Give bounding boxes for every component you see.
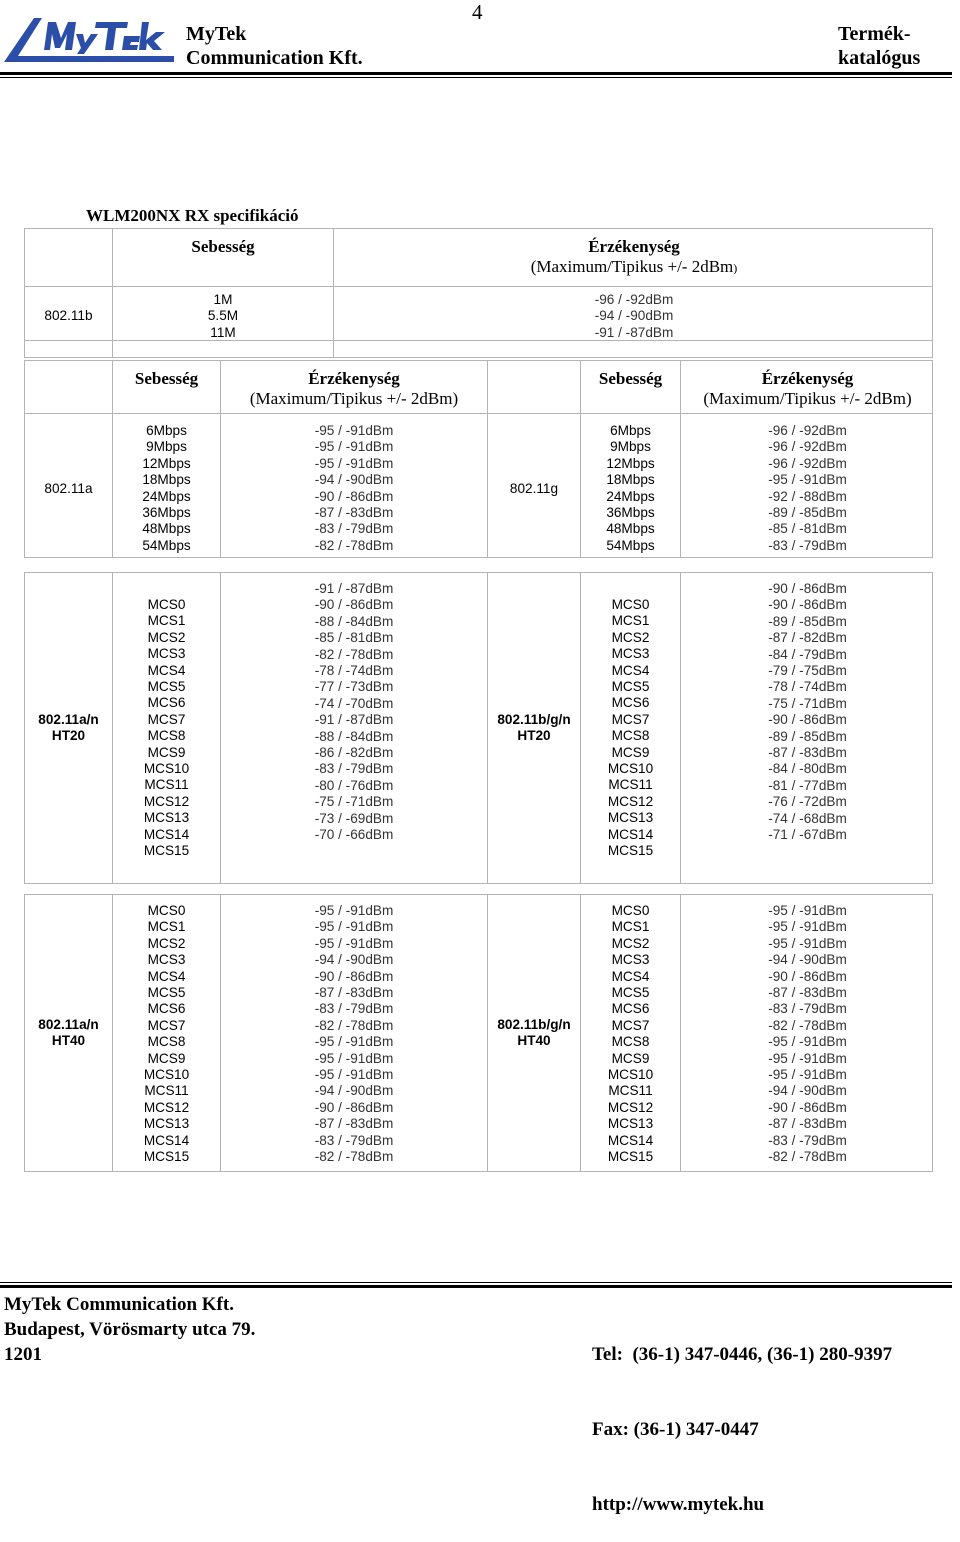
mcs-item: MCS14	[607, 1132, 654, 1148]
table-802-11b	[24, 228, 933, 358]
b-speed-header: Sebesség	[191, 237, 255, 256]
mcs-item: MCS13	[607, 810, 654, 826]
value-item: -70 / -66dBm	[314, 827, 394, 843]
a-value-item: -94 / -90dBm	[314, 472, 394, 488]
mcs-item: MCS1	[147, 613, 186, 629]
mcs-item: MCS3	[147, 952, 186, 968]
footer-right	[592, 1292, 892, 1542]
ht20-right-value-list	[681, 581, 934, 844]
mcs-item: MCS15	[607, 1149, 654, 1165]
g-value-item: -96 / -92dBm	[768, 439, 847, 455]
mcs-item: MCS6	[611, 695, 650, 711]
g-speed-item: 12Mbps	[606, 455, 655, 471]
value-item: -73 / -69dBm	[314, 810, 394, 826]
header-company-line2: Communication Kft.	[186, 47, 363, 69]
value-item: -94 / -90dBm	[314, 952, 394, 968]
mcs-item: MCS13	[143, 1116, 190, 1132]
value-item: -90 / -86dBm	[314, 597, 394, 613]
footer-address: Budapest, Vörösmarty utca 79.	[4, 1319, 256, 1340]
b-sens-sub: (Maximum/Tipikus +/- 2dBm)	[530, 257, 738, 276]
ht40-left-value-list	[221, 903, 487, 1166]
mcs-item: MCS8	[611, 1034, 650, 1050]
value-item: -90 / -86dBm	[768, 712, 847, 728]
mcs-item: MCS5	[147, 985, 186, 1001]
g-value-item: -92 / -88dBm	[768, 488, 847, 504]
ht40-right-standard-line2: HT40	[517, 1033, 551, 1049]
header-company	[186, 22, 363, 70]
value-item: -83 / -79dBm	[768, 1001, 847, 1017]
value-item: -94 / -90dBm	[314, 1083, 394, 1099]
ht40-left-standard	[25, 1017, 112, 1050]
ht20-right-mcs-list	[581, 597, 680, 860]
b-value-item: -94 / -90dBm	[594, 308, 674, 324]
value-item: -82 / -78dBm	[314, 1149, 394, 1165]
mcs-item: MCS7	[147, 711, 186, 727]
mcs-item: MCS11	[144, 1083, 189, 1099]
value-item: -74 / -70dBm	[314, 695, 394, 711]
mytek-logo	[4, 10, 174, 68]
mcs-item: MCS14	[143, 1132, 190, 1148]
value-item: -90 / -86dBm	[768, 968, 847, 984]
g-value-list	[681, 423, 934, 554]
table-ht40	[24, 894, 933, 1172]
footer-company: MyTek Communication Kft.	[4, 1294, 234, 1315]
mcs-item: MCS4	[611, 662, 650, 678]
mcs-item: MCS6	[147, 695, 186, 711]
header-catalog-line1: Termék-	[838, 23, 911, 45]
ht20-right-standard-line2: HT20	[517, 728, 551, 744]
mcs-item: MCS11	[608, 1083, 653, 1099]
value-item: -83 / -79dBm	[314, 1132, 394, 1148]
mcs-item: MCS3	[147, 646, 186, 662]
value-item: -83 / -79dBm	[768, 1132, 847, 1148]
a-value-item: -95 / -91dBm	[314, 439, 394, 455]
value-item: -86 / -82dBm	[314, 745, 394, 761]
value-item: -82 / -78dBm	[768, 1149, 847, 1165]
ht20-left-standard-line1: 802.11a/n	[38, 712, 99, 727]
value-item: -95 / -91dBm	[768, 1050, 847, 1066]
value-item: -95 / -91dBm	[314, 903, 394, 918]
ht40-right-mcs-list	[581, 903, 680, 1166]
mcs-item: MCS1	[611, 919, 650, 935]
value-item: -87 / -83dBm	[314, 985, 394, 1001]
table-ht20	[24, 572, 933, 884]
ht40-right-value-list	[681, 903, 934, 1166]
b-sens-header-cell	[334, 237, 934, 278]
value-item: -95 / -91dBm	[314, 1050, 394, 1066]
value-item: -95 / -91dBm	[314, 1034, 394, 1050]
header-company-line1: MyTek	[186, 23, 247, 45]
mcs-item: MCS6	[147, 1001, 186, 1017]
a-speed-item: 48Mbps	[142, 521, 191, 537]
footer-web-link[interactable]: http://www.mytek.hu	[592, 1494, 765, 1515]
a-speed-list	[113, 423, 220, 554]
value-item: -87 / -82dBm	[768, 630, 847, 646]
ht20-left-standard	[25, 712, 112, 745]
mcs-item: MCS7	[147, 1017, 186, 1033]
ht40-right-standard-line1: 802.11b/g/n	[497, 1017, 571, 1032]
header-catalog-line2: katalógus	[838, 47, 921, 69]
g-speed-item: 24Mbps	[606, 488, 655, 504]
value-item: -83 / -79dBm	[314, 1001, 394, 1017]
mcs-item: MCS0	[611, 597, 650, 612]
value-item: -90 / -86dBm	[768, 1099, 847, 1115]
b-value-item: -96 / -92dBm	[594, 292, 674, 307]
value-item: -91 / -87dBm	[314, 712, 394, 728]
mcs-item: MCS2	[147, 629, 186, 645]
mcs-item: MCS1	[611, 613, 650, 629]
footer-fax: Fax: (36-1) 347-0447	[592, 1419, 759, 1440]
mcs-item: MCS13	[143, 810, 190, 826]
mcs-item: MCS14	[143, 826, 190, 842]
footer-rule-thick	[0, 1285, 952, 1288]
header-rule-thick	[0, 72, 952, 75]
mcs-item: MCS5	[611, 985, 650, 1001]
value-item: -88 / -84dBm	[314, 728, 394, 744]
mcs-item: MCS7	[611, 711, 650, 727]
g-sens-sub: (Maximum/Tipikus +/- 2dBm)	[703, 389, 912, 408]
value-item: -91 / -87dBm	[314, 581, 394, 596]
mcs-item: MCS10	[607, 1067, 654, 1083]
value-item: -75 / -71dBm	[768, 695, 847, 711]
ht40-left-standard-line2: HT40	[51, 1033, 86, 1049]
mcs-item: MCS8	[147, 728, 186, 744]
g-standard: 802.11g	[509, 481, 559, 496]
mcs-item: MCS9	[147, 1050, 186, 1066]
value-item: -95 / -91dBm	[768, 919, 847, 935]
footer-zip: 1201	[4, 1344, 42, 1365]
value-item: -78 / -74dBm	[768, 679, 847, 695]
a-sens-header-cell	[221, 369, 487, 409]
footer-tel: Tel: (36-1) 347-0446, (36-1) 280-9397	[592, 1344, 893, 1365]
g-speed-item: 54Mbps	[606, 537, 655, 553]
value-item: -95 / -91dBm	[314, 919, 394, 935]
value-item: -80 / -76dBm	[314, 777, 394, 793]
value-item: -89 / -85dBm	[768, 728, 847, 744]
value-item: -71 / -67dBm	[768, 827, 847, 843]
a-sens-sub: (Maximum/Tipikus +/- 2dBm)	[249, 389, 459, 408]
mcs-item: MCS12	[607, 1099, 654, 1115]
value-item: -90 / -86dBm	[314, 1099, 394, 1115]
mcs-item: MCS12	[143, 1099, 190, 1115]
value-item: -81 / -77dBm	[768, 777, 847, 793]
value-item: -82 / -78dBm	[314, 1017, 394, 1033]
mcs-item: MCS15	[607, 843, 654, 859]
mcs-item: MCS0	[147, 903, 186, 918]
a-value-list	[221, 423, 487, 554]
value-item: -89 / -85dBm	[768, 613, 847, 629]
value-item: -84 / -79dBm	[768, 646, 847, 662]
a-speed-item: 9Mbps	[146, 439, 187, 455]
a-speed-item: 36Mbps	[142, 505, 191, 521]
value-item: -95 / -91dBm	[314, 935, 394, 951]
mcs-item: MCS5	[147, 679, 186, 695]
value-item: -79 / -75dBm	[768, 663, 847, 679]
ht20-left-value-list	[221, 581, 487, 844]
mcs-item: MCS15	[143, 843, 190, 859]
value-item: -87 / -83dBm	[314, 1116, 394, 1132]
value-item: -82 / -78dBm	[314, 646, 394, 662]
mcs-item: MCS9	[147, 744, 186, 760]
value-item: -83 / -79dBm	[314, 761, 394, 777]
mcs-item: MCS15	[143, 1149, 190, 1165]
value-item: -82 / -78dBm	[768, 1017, 847, 1033]
mcs-item: MCS7	[611, 1017, 650, 1033]
a-value-item: -90 / -86dBm	[314, 488, 394, 504]
b-standard: 802.11b	[44, 308, 93, 323]
value-item: -87 / -83dBm	[768, 985, 847, 1001]
mcs-item: MCS12	[143, 793, 190, 809]
a-standard: 802.11a	[44, 481, 93, 496]
a-speed-header: Sebesség	[134, 369, 199, 388]
value-item: -90 / -86dBm	[314, 968, 394, 984]
value-item: -77 / -73dBm	[314, 679, 394, 695]
mcs-item: MCS14	[607, 826, 654, 842]
g-speed-item: 48Mbps	[606, 521, 655, 537]
value-item: -95 / -91dBm	[314, 1067, 394, 1083]
mcs-item: MCS0	[611, 903, 650, 918]
header-catalog	[838, 22, 920, 70]
g-value-item: -95 / -91dBm	[768, 472, 847, 488]
mcs-item: MCS5	[611, 679, 650, 695]
mcs-item: MCS10	[143, 761, 190, 777]
value-item: -95 / -91dBm	[768, 903, 847, 918]
b-speed-item: 11M	[210, 324, 236, 340]
b-value-item: -91 / -87dBm	[594, 324, 674, 340]
value-item: -84 / -80dBm	[768, 761, 847, 777]
mcs-item: MCS4	[147, 968, 186, 984]
b-speed-item: 1M	[213, 292, 233, 307]
g-sens-header: Érzékenység	[761, 369, 854, 388]
mcs-item: MCS2	[611, 935, 650, 951]
value-item: -87 / -83dBm	[768, 745, 847, 761]
g-speed-item: 6Mbps	[610, 423, 651, 438]
ht20-right-standard-line1: 802.11b/g/n	[497, 712, 571, 727]
spec-title: WLM200NX RX specifikáció	[86, 206, 299, 225]
ht40-left-mcs-list	[113, 903, 220, 1166]
footer-rule-thin	[0, 1282, 952, 1283]
mcs-item: MCS1	[147, 919, 186, 935]
value-item: -95 / -91dBm	[768, 935, 847, 951]
mcs-item: MCS8	[611, 728, 650, 744]
value-item: -78 / -74dBm	[314, 663, 394, 679]
value-item: -88 / -84dBm	[314, 613, 394, 629]
value-item: -85 / -81dBm	[314, 630, 394, 646]
g-value-item: -96 / -92dBm	[768, 455, 847, 471]
mcs-item: MCS9	[611, 744, 650, 760]
mcs-item: MCS3	[611, 646, 650, 662]
a-value-item: -95 / -91dBm	[314, 455, 394, 471]
mcs-item: MCS8	[147, 1034, 186, 1050]
header-rule-thin	[0, 77, 952, 78]
g-speed-item: 9Mbps	[610, 439, 651, 455]
value-item: -90 / -86dBm	[768, 597, 847, 613]
mcs-item: MCS11	[608, 777, 653, 793]
value-item: -94 / -90dBm	[768, 1083, 847, 1099]
mcs-item: MCS10	[607, 761, 654, 777]
footer-left	[4, 1292, 255, 1367]
a-speed-item: 24Mbps	[142, 488, 191, 504]
g-speed-item: 18Mbps	[606, 472, 655, 488]
mcs-item: MCS12	[607, 793, 654, 809]
b-value-list	[334, 292, 934, 341]
g-speed-item: 36Mbps	[606, 505, 655, 521]
mcs-item: MCS4	[611, 968, 650, 984]
a-speed-item: 12Mbps	[142, 455, 191, 471]
mcs-item: MCS4	[147, 662, 186, 678]
mcs-item: MCS3	[611, 952, 650, 968]
b-speed-item: 5.5M	[207, 308, 239, 324]
a-speed-item: 54Mbps	[142, 537, 191, 553]
ht20-left-mcs-list	[113, 597, 220, 860]
g-sens-header-cell	[681, 369, 934, 409]
g-value-item: -85 / -81dBm	[768, 521, 847, 537]
value-item: -75 / -71dBm	[314, 794, 394, 810]
b-sens-header: Érzékenység	[588, 237, 680, 256]
g-speed-header: Sebesség	[598, 369, 663, 388]
a-value-item: -95 / -91dBm	[314, 423, 394, 438]
a-speed-item: 6Mbps	[146, 423, 187, 438]
table-802-11a-g	[24, 360, 933, 558]
a-speed-item: 18Mbps	[142, 472, 191, 488]
g-value-item: -96 / -92dBm	[768, 423, 847, 438]
ht20-right-standard	[488, 712, 580, 745]
b-speed-list	[113, 292, 333, 341]
g-value-item: -89 / -85dBm	[768, 505, 847, 521]
mcs-item: MCS13	[607, 1116, 654, 1132]
value-item: -94 / -90dBm	[768, 952, 847, 968]
value-item: -87 / -83dBm	[768, 1116, 847, 1132]
a-value-item: -83 / -79dBm	[314, 521, 394, 537]
g-speed-list	[581, 423, 680, 554]
ht40-right-standard	[488, 1017, 580, 1050]
a-value-item: -87 / -83dBm	[314, 505, 394, 521]
a-value-item: -82 / -78dBm	[314, 537, 394, 553]
page-number: 4	[472, 0, 483, 24]
value-item: -74 / -68dBm	[768, 810, 847, 826]
ht40-left-standard-line1: 802.11a/n	[38, 1017, 99, 1032]
mcs-item: MCS10	[143, 1067, 190, 1083]
value-item: -95 / -91dBm	[768, 1034, 847, 1050]
value-item: -76 / -72dBm	[768, 794, 847, 810]
mcs-item: MCS9	[611, 1050, 650, 1066]
a-sens-header: Érzékenység	[308, 369, 400, 388]
mcs-item: MCS2	[147, 935, 186, 951]
mcs-item: MCS11	[144, 777, 189, 793]
mcs-item: MCS0	[147, 597, 186, 612]
mcs-item: MCS6	[611, 1001, 650, 1017]
mcs-item: MCS2	[611, 629, 650, 645]
ht20-left-standard-line2: HT20	[51, 728, 86, 744]
g-value-item: -83 / -79dBm	[768, 537, 847, 553]
value-item: -90 / -86dBm	[768, 581, 847, 596]
value-item: -95 / -91dBm	[768, 1067, 847, 1083]
